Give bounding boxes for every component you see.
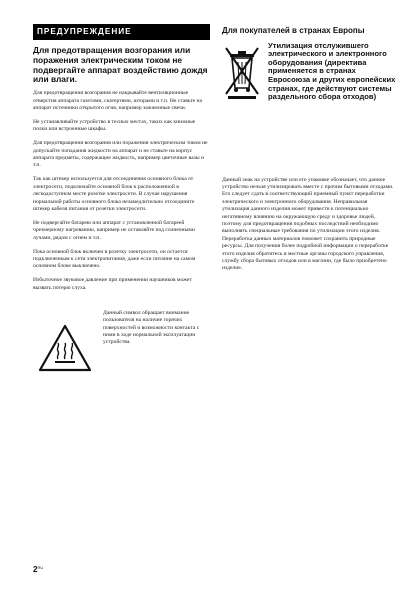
left-column — [33, 24, 210, 420]
paragraph: Для предотвращения возгорания не накрывайте вентиляционные отверстия аппарата газетами, скатертями, шторами и т.п. Не ставьте на аппарат источники открытого огня, например зажженные свечи. — [33, 90, 202, 111]
page-number-value: 2 — [33, 565, 38, 574]
section-title: Для покупателей в странах Европы — [222, 26, 365, 35]
language-code: RU — [37, 565, 44, 570]
paragraph: Не подвергайте батарею или аппарат с установленной батареей чрезмерному нагреванию, например не оставляйте под солнечными лучами, рядом с огнем и т.п. — [33, 219, 195, 241]
weee-paragraph: Данный знак на устройстве или его упаковке обозначает, что данное устройство нельзя утилизировать вместе с прочим бытовыми отходами. Его следует сдать в соответствующий приемный пункт переработки электрического и электронного оборудования. Неправильная утилизация данного изделия может привести к потенциально негативному влиянию на окружающую среду и здоровье людей, поэтому для предотвращения подобных последствий необходимо выполнять специальные требования по утилизации этого изделия. Переработка данных материалов поможет сохранить природные ресурсы. Для получения более подробной информации о переработке этого изделия обратитесь в местные органы городского управления, службу сбора бытовых отходов или в магазин, где было приобретено изделие. — [222, 176, 394, 272]
right-column — [222, 26, 396, 273]
paragraph: Для предотвращения возгорания или поражения электрическим током не допускайте попадания жидкости на аппарат и не ставьте на корпус аппарата предметы, содержащие жидкость, например цветочные вазы и т.п. — [33, 140, 208, 169]
crossed-bin-icon — [222, 44, 262, 100]
paragraph: Избыточное звуковое давление при применении наушников может вызвать потерю слуха. — [33, 277, 192, 291]
warning-banner: ПРЕДУПРЕЖДЕНИЕ — [33, 24, 210, 40]
warning-heading: Для предотвращения возгорания или поражения электрическим током не подвергайте аппарат воздействию дождя или влаги. — [33, 45, 208, 85]
hot-surface-icon — [38, 324, 92, 372]
hot-surface-text: Данный символ обращает внимание пользователя на наличие горячих поверхностей и возможности контакта с ними в ходе нормальной эксплуатации устройства. — [103, 310, 200, 346]
paragraph: Не устанавливайте устройство в тесных местах, таких как книжные полки или встроенные шкафы. — [33, 118, 196, 133]
paragraph: Так как штекер используется для отсоединения основного блока от электросети, подключайте основной блок к расположенной в легкодоступном месте розетке электросети. В случае нарушения нормальной работы основного блока незамедлительно отсоедините штекер кабеля питания от розетки электросети. — [33, 176, 195, 212]
weee-heading: Утилизация отслужившего электрического и электронного оборудования (директива применяется в странах Евросоюза и других европейских странах, где действуют системы раздельного сбора отходов) — [268, 40, 396, 102]
hot-surface-notice — [33, 310, 210, 420]
page-number — [33, 565, 43, 574]
paragraph: Пока основной блок включен в розетку электросети, он остается подключенным к сети электропитания, даже если питание на самом основном блоке выключено. — [33, 248, 196, 270]
weee-notice — [222, 42, 396, 177]
